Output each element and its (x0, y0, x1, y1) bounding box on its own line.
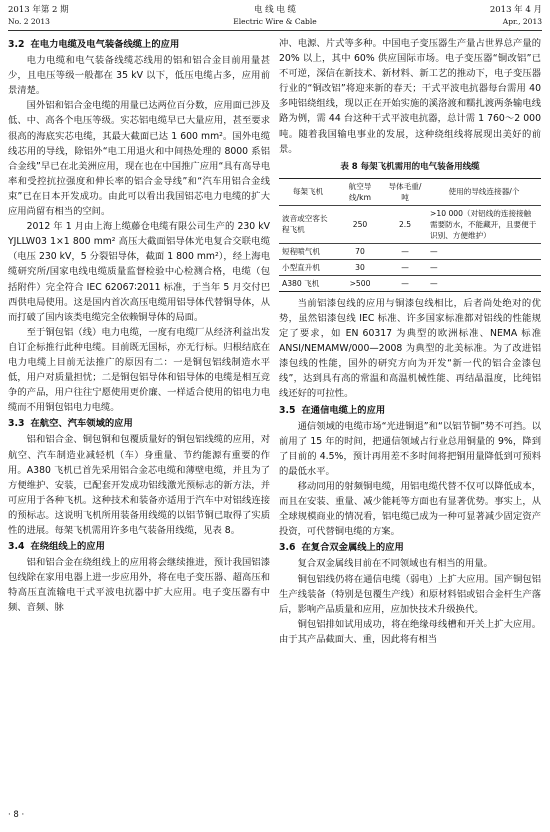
paragraph: 至于铜包铝（线）电力电缆，一度有电缆厂从经济利益出发自订企标推行此种电缆。目前既无国标，亦无行标。归根结底在电力电缆上目前无法推广的原因有二：一是铜包铝线制造水平低，用户对质量担忧；二是铜包铝导体和铝导体的电缆是相互竞争的产品，用户往往宁愿使用更价廉、一样适合使用的铝电力电缆而不用铜包铝电力电缆。 (8, 326, 270, 414)
page-number: · 8 · (8, 810, 25, 820)
table-header-cell: 使用的导线连接器/个 (427, 178, 541, 205)
table-title: 表 8 每架飞机需用的电气装备用线缆 (340, 161, 480, 172)
table-cell: A380 飞机 (279, 275, 337, 291)
table-cell: >500 (337, 275, 383, 291)
table-cell: >10 000（对铝线的连接接触需要防水，不能藏开，且要便于识别、方便维护） (427, 205, 541, 243)
section-number: 3.6 (279, 542, 296, 554)
paragraph: 复合双金属线目前在不同领域也有相当的用量。 (297, 558, 493, 570)
table-row (279, 259, 541, 275)
paragraph: 国外铝和铝合金电缆的用量已达两位百分数，应用面已涉及低、中、高各个电压等级。实芯铝电缆早已大量应用，甚至要求很高的海底实芯电缆，其最大截面已达 1 600 mm²。国外电缆线芯用的导线，除铝外“电工用退火和中间热处理的 8000 系铝合金线”早已在北美洲应用，现在也在中国推广应用“具有高导电率和受控抗拉强度和伸长率的铝合金导线”和“汽车用铝合金线束”已在日本开发成功。由此可以看出我国铝芯电力电缆的扩大应用尚留有相当的空间。 (8, 100, 270, 218)
journal-title-cn: 电 线 电 缆 (253, 5, 297, 15)
section-heading (279, 540, 541, 555)
page-header (8, 4, 542, 31)
table-cell: 小型直升机 (279, 259, 337, 275)
table-row (279, 243, 541, 259)
table-cell: 250 (337, 205, 383, 243)
section-heading (8, 539, 270, 554)
table-cell: — (383, 243, 427, 259)
section-number: 3.3 (8, 418, 25, 430)
section-title: 在绕组线上的应用 (30, 541, 105, 553)
issue-left-cn: 2013 年第 2 期 (8, 5, 69, 15)
table-header-cell: 每架飞机 (279, 178, 337, 205)
paragraph: 电力电缆和电气装备线缆芯线用的铝和铝合金目前用量甚少，且电压等级一般都在 35 kV 以下，低压电缆占多，应用前景清楚。 (8, 55, 270, 97)
paragraph: 铝和铝合金、铜包铜和包覆质量好的铜包铝线缆的应用，对航空、汽车制造业减轻机（车）身重量、节约能源有重要的作用。A380 飞机已首先采用铝合金芯电缆和薄壁电缆，并且为了方便维护、安装，已配套开发成功铝线激光预标志的新方法，并可应用于各种飞机。这种技术和装备亦适用于汽车中对铝线连接的预标志。这说明飞机所用装备用线缆的以铝节铜已取得了实质性的进展。每架飞机需用许多电气装备用线缆，见表 8。 (8, 434, 270, 536)
table-row (279, 275, 541, 291)
table-body (279, 205, 541, 291)
table-cell: — (383, 275, 427, 291)
table-header-row (279, 178, 541, 205)
journal-title-en: Electric Wire & Cable (233, 17, 317, 26)
section-number: 3.2 (8, 39, 25, 50)
paragraph: 移动同用的射频铜电缆，用铝电缆代替不仅可以降低成本，而且在安装、重量、减少能耗等方面也有显著优势。事实上，从全球规模商业的情况看，铝电缆已成为一种可显著减少固定资产投资，可代替铜电缆的方案。 (279, 480, 541, 538)
section-title: 在电力电缆及电气装备线缆上的应用 (30, 39, 180, 50)
table-cell: — (427, 259, 541, 275)
section-number: 3.4 (8, 541, 25, 553)
paragraph: 铝和铝合金在绕组线上的应用将会继续推进，预计我国铝漆包线除在家用电器上进一步应用外，将在电子变压器、超高压和特高压直流输电干式平波电抗器中扩大应用。电子变压器有中频、音频、脉 (8, 557, 270, 614)
table-cell: 波音或空客长程飞机 (279, 205, 337, 243)
table-cell: 30 (337, 259, 383, 275)
issue-right-en: Apr., 2013 (502, 17, 542, 26)
table-cell: — (427, 275, 541, 291)
paragraph: 当前铝漆包线的应用与铜漆包线相比，后者尚处绝对的优势，虽然铝漆包线 IEC 标准、许多国家标准都对铝线的性能规定了要求，如 EN 60317 为典型的欧洲标准、NEMA 标准 ANSI/NEMAMW/000—2008 为典型的北美标准。为了改进铝漆包线的性能，国外的研究方向为开发“新一代的铝合金漆包线”，达到具有高的常温和高温机械性能、再结晶温度，比纯铝线还好的可拉性。 (279, 297, 541, 400)
left-column (8, 36, 270, 616)
data-table (279, 178, 541, 292)
table-cell: — (427, 243, 541, 259)
paragraph: 冲、电源、片式等多种。中国电子变压器生产量占世界总产量的 20% 以上，其中 60% 供应国际市场。电子变压器“铜改铝”已不可逆，深信在新技术、新材料、新工艺的推动下，电子变压器行业的“铜改铝”将迎来新的春天；干式平波电抗器每台需用 40 多吨铝绕组线，现以正在开始实施的溪洛渡和糯扎渡两条输电线路为例，需 44 台这种干式平波电抗器，总计需 1 760～2 000 吨。随着我国输电事业的发展，这种绕组线将展现出美好的前景。 (279, 38, 541, 155)
table-row (279, 205, 541, 243)
table-cell: 2.5 (383, 205, 427, 243)
section-number: 3.5 (279, 404, 296, 416)
table-cell: — (383, 259, 427, 275)
issue-right (490, 5, 542, 27)
section-heading (8, 416, 270, 431)
paragraph: 铜包铝排如试用成功，将在绝缘母线槽和开关上扩大应用。由于其产品截面大、重，因此将有相当 (279, 618, 541, 645)
table-header-cell: 航空导线/km (337, 178, 383, 205)
section-heading (279, 403, 541, 418)
issue-right-cn: 2013 年 4 月 (489, 5, 542, 15)
table-cell: 70 (337, 243, 383, 259)
paragraph: 铜包铝线仍将在通信电缆（弱电）上扩大应用。国产铜包铝生产线装备（特别是包覆生产线）和原材料铝或铝合金杆生产落后，影响产品质量和应用，应加快技术升级换代。 (279, 573, 541, 615)
journal-title (8, 5, 542, 27)
section-title: 在通信电缆上的应用 (301, 404, 386, 416)
section-heading (8, 37, 270, 52)
right-column-top (279, 36, 541, 157)
paragraph: 通信领域的电缆市场“光进铜退”和“以铝节铜”势不可挡。以前用了 15 年的时间，把通信领域占行业总用铜量的 9%，降到了目前的 4.5%，预计再用差不多时间将把铜用量降低到可预料的最低水平。 (279, 420, 541, 477)
section-title: 在复合双金属线上的应用 (301, 542, 404, 554)
issue-left-en: No. 2 2013 (8, 17, 50, 26)
paragraph: 2012 年 1 月由上海上缆藤仓电缆有限公司生产的 230 kV YJLLW03 1×1 800 mm² 高压大截面铝导体光电复合交联电缆（电压 230 kV，5 分裂铝导体，截面 1 800 mm²），经上海电缆研究所/国家电线电缆质量监督检验中心检测合格，电缆（包括附件）完全符合 IEC 62067∶2011 标准，于当年 5 月交付巴西供电局使用。这是国内首次高压电缆用铝导体代替铜导体，从而打破了国内该类电缆完全依赖铜导体的局面。 (8, 221, 270, 323)
table-header-cell: 导体毛重/吨 (383, 178, 427, 205)
right-column-bottom (279, 296, 541, 647)
section-title: 在航空、汽车领域的应用 (30, 418, 133, 430)
right-column (279, 36, 541, 647)
table-cell: 短程喷气机 (279, 243, 337, 259)
